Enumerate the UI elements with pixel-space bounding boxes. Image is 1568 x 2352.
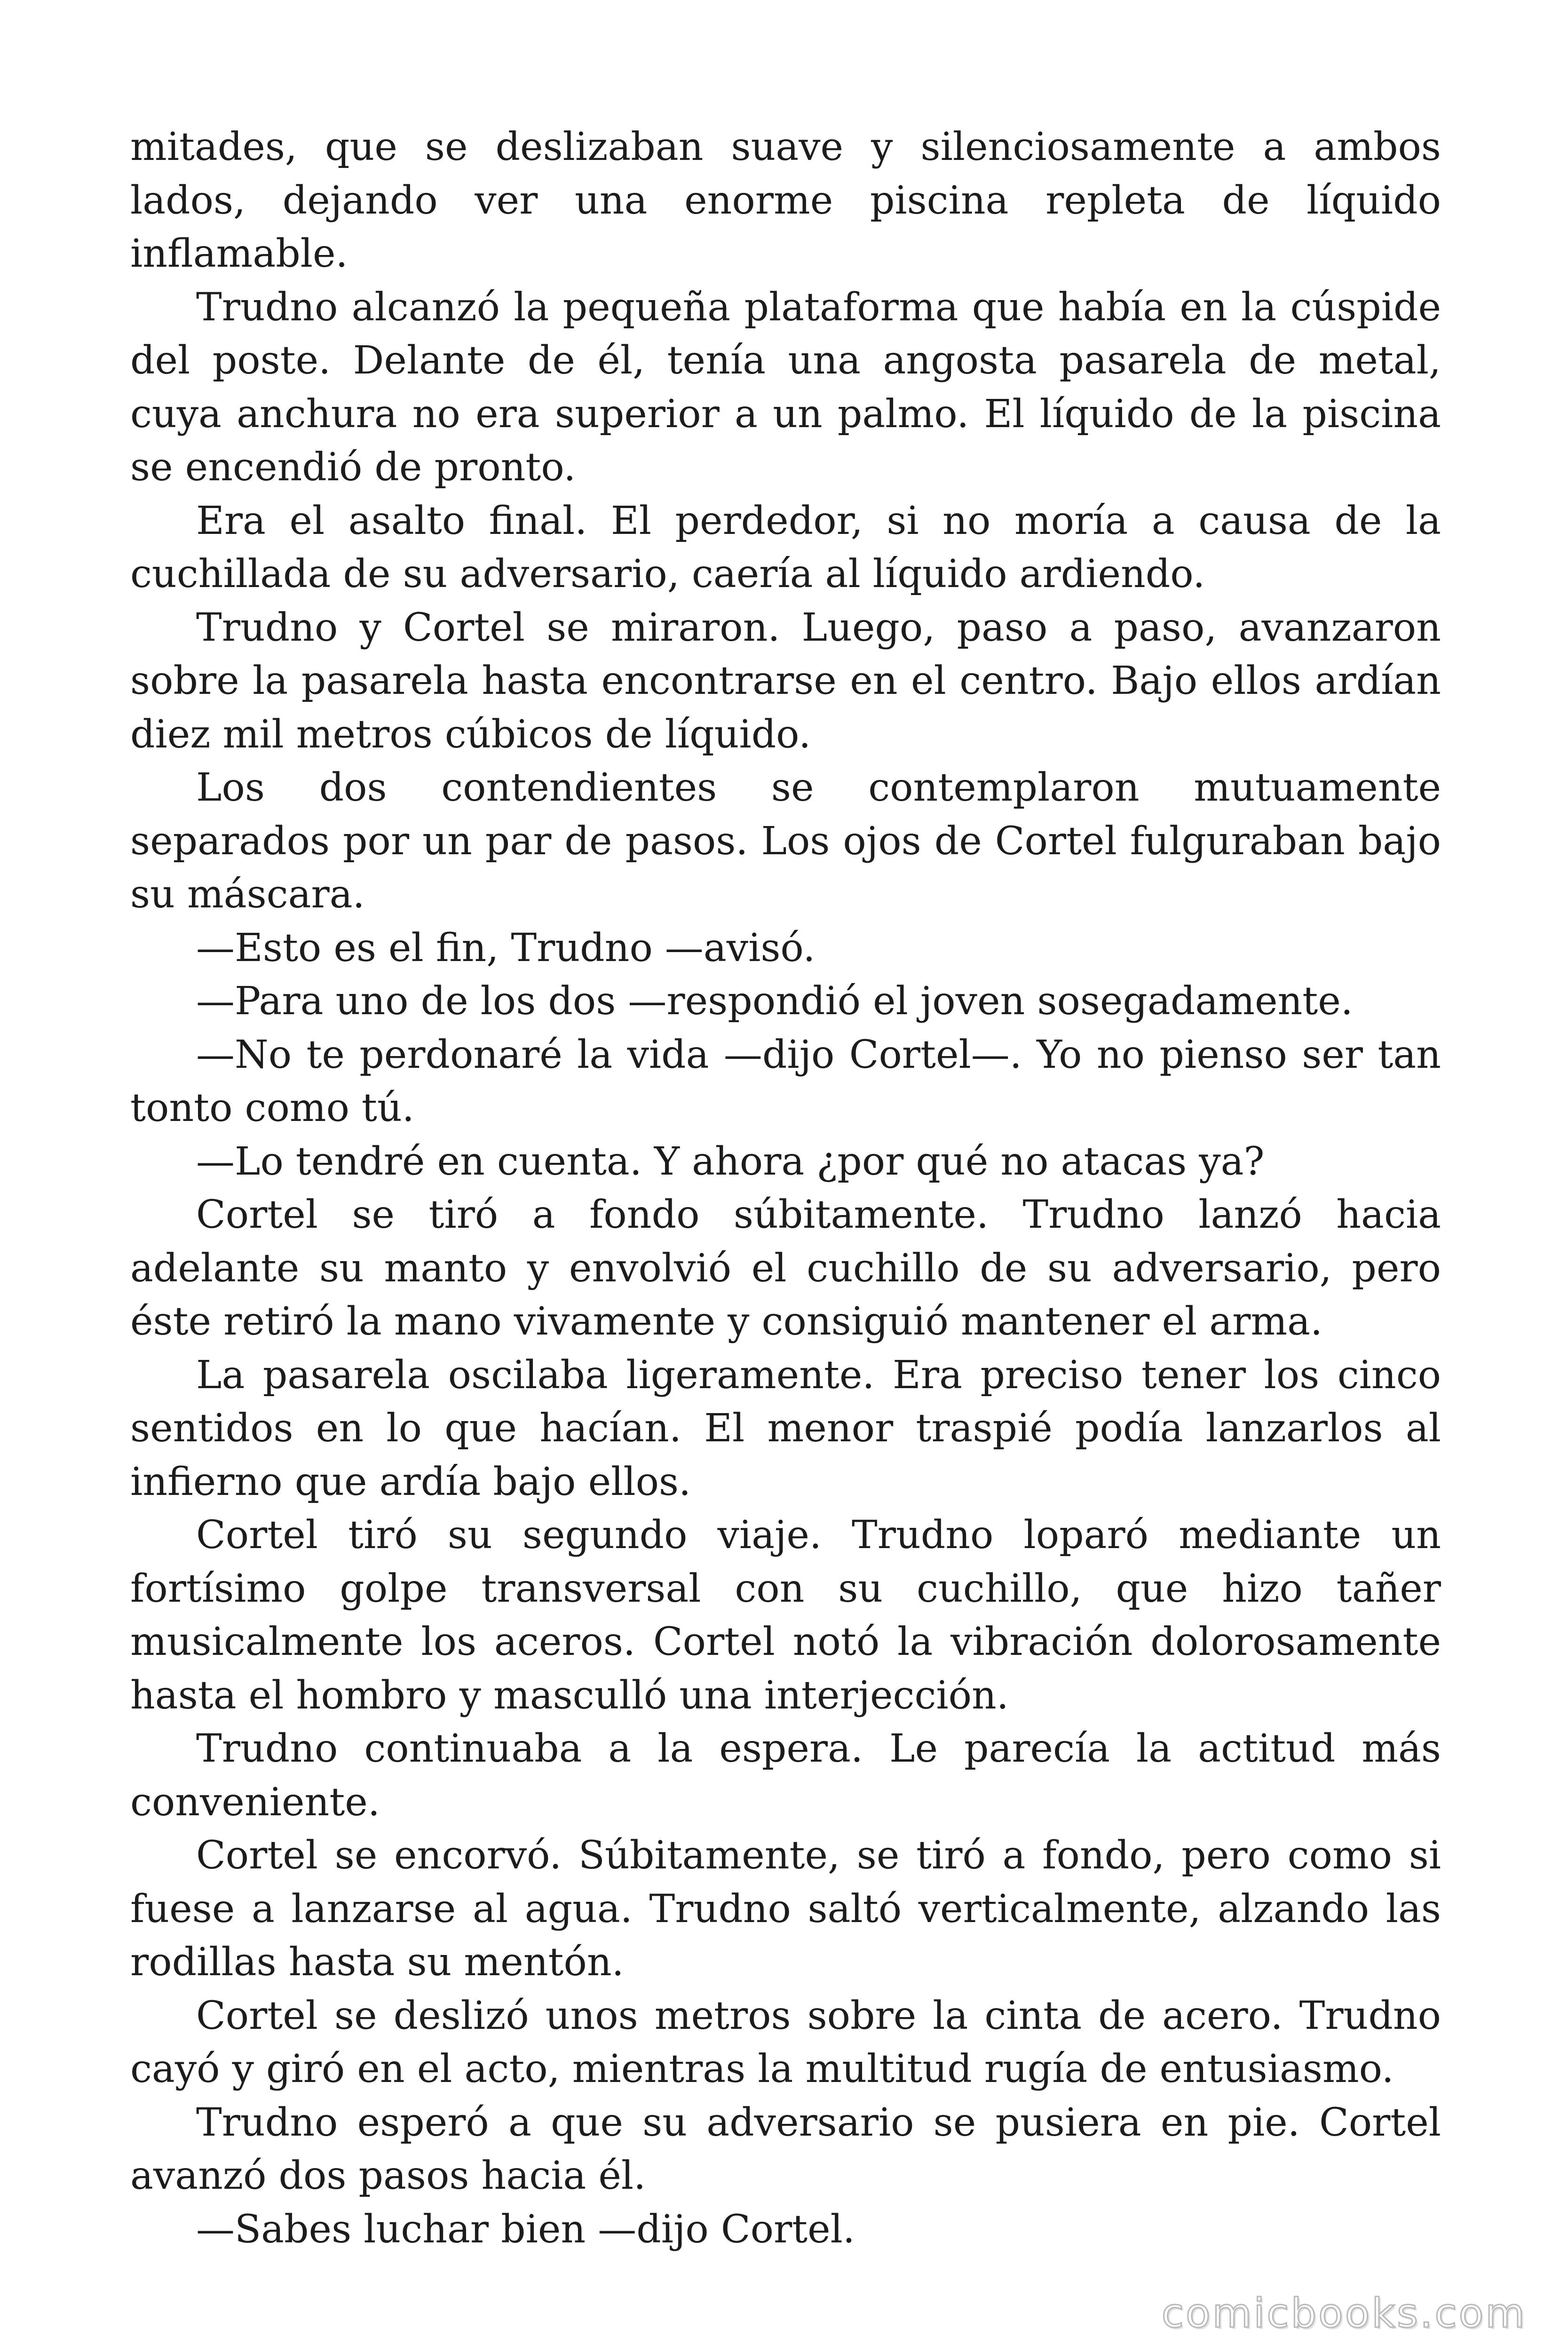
paragraph-8: —No te perdonaré la vida —dijo Cortel—. Yo no pienso ser tan tonto como tú.: [130, 1032, 1441, 1130]
paragraph-6: —Esto es el fin, Trudno —avisó.: [196, 925, 816, 970]
paragraph-4: Trudno y Cortel se miraron. Luego, paso a paso, avanzaron sobre la pasarela hasta encontrarse en el centro. Bajo ellos ardían diez mil metros cúbicos de líquido.: [130, 605, 1441, 757]
watermark-text: comicbooks.com: [1161, 2290, 1527, 2337]
paragraph-7: —Para uno de los dos —respondió el joven sosegadamente.: [196, 979, 1353, 1024]
paragraph-13: Trudno continuaba a la espera. Le parecía la actitud más conveniente.: [130, 1726, 1441, 1825]
paragraph-14: Cortel se encorvó. Súbitamente, se tiró a fondo, pero como si fuese a lanzarse al agua. Trudno saltó verticalmente, alzando las rodillas hasta su mentón.: [130, 1833, 1441, 1985]
paragraph-9: —Lo tendré en cuenta. Y ahora ¿por qué no atacas ya?: [196, 1139, 1265, 1184]
paragraph-10: Cortel se tiró a fondo súbitamente. Trudno lanzó hacia adelante su manto y envolvió el cuchillo de su adversario, pero éste retiró la mano vivamente y consiguió mantener el arma.: [130, 1192, 1441, 1344]
paragraph-5: Los dos contendientes se contemplaron mutuamente separados por un par de pasos. Los ojos de Cortel fulguraban bajo su máscara.: [130, 765, 1441, 917]
paragraph-15: Cortel se deslizó unos metros sobre la cinta de acero. Trudno cayó y giró en el acto, mientras la multitud rugía de entusiasmo.: [130, 1993, 1441, 2091]
paragraph-16: Trudno esperó a que su adversario se pusiera en pie. Cortel avanzó dos pasos hacia él.: [130, 2100, 1441, 2198]
paragraph-1: mitades, que se deslizaban suave y silenciosamente a ambos lados, dejando ver una enorme piscina repleta de líquido inflamable.: [130, 125, 1441, 276]
paragraph-3: Era el asalto final. El perdedor, si no moría a causa de la cuchillada de su adversario, caería al líquido ardiendo.: [130, 498, 1441, 596]
paragraph-17: —Sabes luchar bien —dijo Cortel.: [196, 2207, 855, 2252]
paragraph-12: Cortel tiró su segundo viaje. Trudno loparó mediante un fortísimo golpe transversal con su cuchillo, que hizo tañer musicalmente los aceros. Cortel notó la vibración dolorosamente hasta el hombro y masculló una interjección.: [130, 1513, 1441, 1718]
paragraph-11: La pasarela oscilaba ligeramente. Era preciso tener los cinco sentidos en lo que hacían. El menor traspié podía lanzarlos al infierno que ardía bajo ellos.: [130, 1352, 1441, 1504]
paragraph-2: Trudno alcanzó la pequeña plataforma que había en la cúspide del poste. Delante de él, tenía una angosta pasarela de metal, cuya anchura no era superior a un palmo. El líquido de la piscina se encendió de pronto.: [130, 285, 1441, 490]
page-body-text: [130, 120, 1441, 2256]
